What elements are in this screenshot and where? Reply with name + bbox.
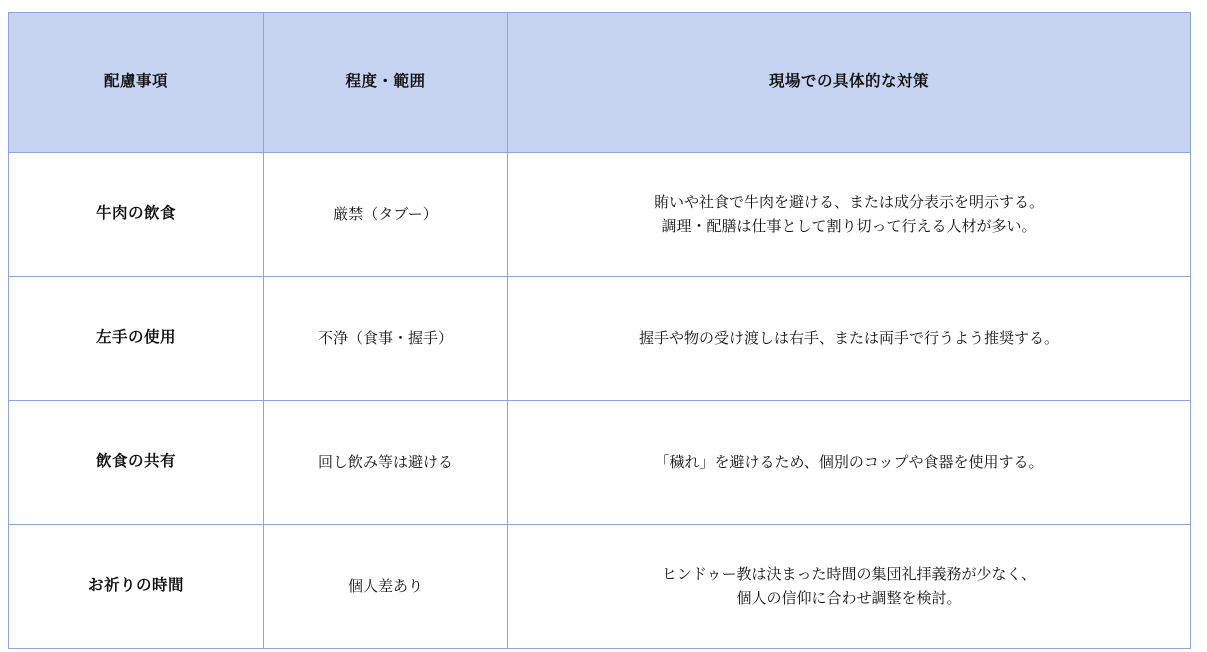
column-header-onsite-measures: 現場での具体的な対策 <box>508 13 1191 153</box>
table-header-row <box>9 13 1191 153</box>
table-row <box>9 525 1191 649</box>
table-header <box>9 13 1191 153</box>
table-body <box>9 153 1191 649</box>
cell-consideration: 飲食の共有 <box>9 401 264 525</box>
table-row <box>9 401 1191 525</box>
considerations-table <box>8 12 1191 649</box>
table-row <box>9 277 1191 401</box>
column-header-degree-scope: 程度・範囲 <box>264 13 508 153</box>
table-row <box>9 153 1191 277</box>
cell-onsite-measures <box>508 525 1191 649</box>
cell-consideration: 左手の使用 <box>9 277 264 401</box>
cell-onsite-measures <box>508 153 1191 277</box>
cell-degree-scope: 不浄（食事・握手） <box>264 277 508 401</box>
measure-line: ヒンドゥー教は決まった時間の集団礼拝義務が少なく、 <box>661 566 1037 584</box>
cell-onsite-measures <box>508 277 1191 401</box>
measure-line: 「穢れ」を避けるため、個別のコップや食器を使用する。 <box>654 453 1044 471</box>
measure-line: 調理・配膳は仕事として割り切って行える人材が多い。 <box>661 217 1037 235</box>
cell-degree-scope: 個人差あり <box>264 525 508 649</box>
column-header-consideration: 配慮事項 <box>9 13 264 153</box>
cell-onsite-measures <box>508 401 1191 525</box>
cell-consideration: お祈りの時間 <box>9 525 264 649</box>
measure-line: 賄いや社食で牛肉を避ける、または成分表示を明示する。 <box>653 194 1044 212</box>
measure-line: 個人の信仰に合わせ調整を検討。 <box>736 589 962 607</box>
cell-degree-scope: 回し飲み等は避ける <box>264 401 508 525</box>
cell-consideration: 牛肉の飲食 <box>9 153 264 277</box>
cell-degree-scope: 厳禁（タブー） <box>264 153 508 277</box>
measure-line: 握手や物の受け渡しは右手、または両手で行うよう推奨する。 <box>638 329 1059 347</box>
